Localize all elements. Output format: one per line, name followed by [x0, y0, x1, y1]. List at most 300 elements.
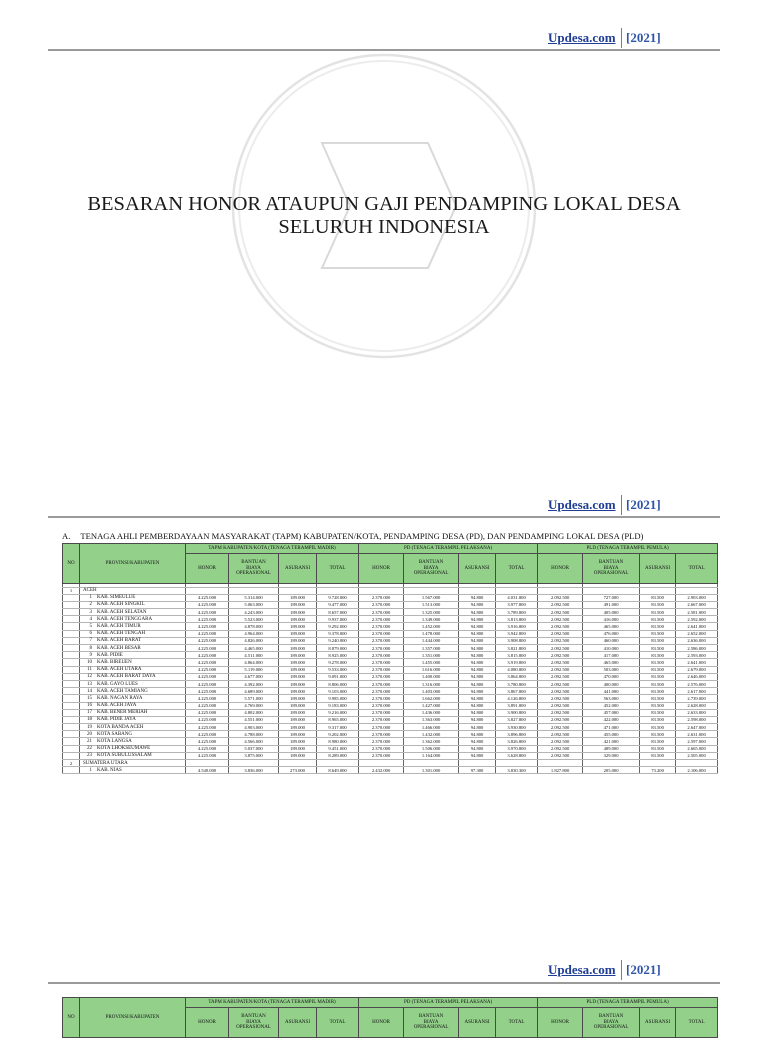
table-row — [63, 731, 718, 738]
site-header — [548, 960, 661, 980]
tapm-total-cell: 9.317.000 — [317, 724, 359, 731]
tapm-asuransi-cell: 189.000 — [279, 702, 317, 709]
pd-asuransi-cell: 94.800 — [459, 745, 496, 752]
region-name: KAB. SIMEULUE — [97, 595, 136, 601]
header-rule — [48, 982, 720, 984]
row-number: 22 — [87, 746, 92, 752]
pd-bantuan-cell: 1.513.000 — [404, 601, 459, 608]
row-number: 1 — [89, 767, 92, 773]
row-number: 14 — [87, 688, 92, 694]
pld-bantuan-cell: 455.000 — [583, 731, 640, 738]
region-cell — [80, 645, 186, 652]
tapm-total-cell: 9.103.000 — [317, 688, 359, 695]
empty-cell — [63, 752, 80, 759]
pld-honor-cell: 2.092.500 — [538, 745, 583, 752]
empty-cell — [676, 587, 718, 594]
pld-total-cell: 2.628.000 — [676, 702, 718, 709]
table-row — [63, 652, 718, 659]
pd-bantuan-cell: 1.325.000 — [404, 609, 459, 616]
pld-honor-cell: 2.092.500 — [538, 652, 583, 659]
section-marker: A. — [62, 531, 71, 541]
tapm-honor-cell: 4.225.000 — [186, 645, 229, 652]
pld-honor-cell: 2.092.500 — [538, 724, 583, 731]
tapm-bantuan-cell: 3.875.000 — [229, 752, 279, 759]
bantuan-label: BANTUAN BIAYA OPERASIONAL — [593, 560, 629, 577]
col-no-header: NO — [63, 998, 80, 1038]
region-name: KAB. ACEH SELATAN — [97, 609, 147, 615]
tapm-honor-cell: 4.225.000 — [186, 673, 229, 680]
pld-total-cell: 2.641.000 — [676, 659, 718, 666]
pld-asuransi-cell: 83.500 — [640, 680, 676, 687]
group-tapm-header: TAPM KABUPATEN/KOTA (TENAGA TERAMPIL MADIR) — [186, 544, 359, 554]
region-name: KAB. NAGAN RAYA — [97, 695, 143, 701]
region-name: KAB. ACEH JAYA — [97, 703, 137, 709]
site-year: [2021] — [626, 30, 661, 45]
pld-total-cell: 2.597.000 — [676, 738, 718, 745]
tapm-bantuan-cell: 3.836.000 — [229, 767, 279, 774]
pld-total-cell: 2.593.000 — [676, 652, 718, 659]
region-cell — [80, 738, 186, 745]
empty-cell — [63, 616, 80, 623]
region-name: KAB. ACEH TIMUR — [97, 624, 141, 630]
tapm-asuransi-cell: 189.000 — [279, 724, 317, 731]
region-cell — [80, 752, 186, 759]
tapm-bantuan-cell: 4.551.000 — [229, 716, 279, 723]
tapm-bantuan-cell: 5.571.000 — [229, 695, 279, 702]
pd-total-cell: 3.977.800 — [496, 601, 538, 608]
pd-honor-cell: 2.370.000 — [359, 709, 404, 716]
region-name: KAB. NIAS — [97, 767, 122, 773]
region-cell — [80, 724, 186, 731]
col-no-header: NO — [63, 544, 80, 584]
pld-honor-cell: 2.092.500 — [538, 702, 583, 709]
region-name: KAB. ACEH TENGGARA — [97, 616, 153, 622]
pld-asuransi-cell: 83.500 — [640, 702, 676, 709]
col-region-header: PROVINSI/KABUPATEN — [80, 544, 186, 584]
pd-total-cell: 3.830.300 — [496, 767, 538, 774]
pd-bantuan-cell: 1.362.000 — [404, 738, 459, 745]
pd-total-cell: 3.827.800 — [496, 716, 538, 723]
pld-total-cell: 2.903.000 — [676, 594, 718, 601]
tapm-total-cell: 9.216.000 — [317, 709, 359, 716]
pld-asuransi-header: ASURANSI — [640, 1008, 676, 1038]
site-link[interactable]: Updesa.com — [548, 962, 616, 977]
region-name: KAB. BENER MERIAH — [97, 710, 148, 716]
pld-bantuan-header — [583, 1008, 640, 1038]
pld-bantuan-cell: 205.000 — [583, 767, 640, 774]
pd-total-cell: 3.821.800 — [496, 645, 538, 652]
empty-cell — [63, 630, 80, 637]
col-region-header: PROVINSI/KABUPATEN — [80, 998, 186, 1038]
tapm-total-cell: 9.533.000 — [317, 666, 359, 673]
tapm-honor-cell: 4.225.000 — [186, 652, 229, 659]
pd-bantuan-cell: 1.455.000 — [404, 659, 459, 666]
pd-total-cell: 3.628.800 — [496, 752, 538, 759]
pd-asuransi-cell: 94.800 — [459, 673, 496, 680]
pld-asuransi-cell: 83.500 — [640, 673, 676, 680]
pd-asuransi-cell: 94.800 — [459, 716, 496, 723]
tapm-asuransi-cell: 189.000 — [279, 637, 317, 644]
pld-bantuan-cell: 405.000 — [583, 609, 640, 616]
pld-asuransi-cell: 83.500 — [640, 616, 676, 623]
tapm-asuransi-header: ASURANSI — [279, 1008, 317, 1038]
pld-total-cell: 2.576.000 — [676, 680, 718, 687]
tapm-asuransi-cell: 189.000 — [279, 630, 317, 637]
pd-asuransi-cell: 94.800 — [459, 659, 496, 666]
pld-total-cell: 2.617.000 — [676, 688, 718, 695]
tapm-honor-cell: 4.225.000 — [186, 601, 229, 608]
region-name: KAB. PIDIE — [97, 652, 123, 658]
region-name: KAB. ACEH BESAR — [97, 645, 141, 651]
row-number: 17 — [87, 710, 92, 716]
empty-cell — [63, 659, 80, 666]
pld-total-cell: 2.631.000 — [676, 731, 718, 738]
table-row — [63, 745, 718, 752]
row-number: 7 — [89, 638, 92, 644]
table-row — [63, 609, 718, 616]
row-number: 9 — [89, 652, 92, 658]
tapm-bantuan-cell: 5.523.000 — [229, 616, 279, 623]
pd-total-cell: 4.031.800 — [496, 594, 538, 601]
pd-bantuan-cell: 1.567.000 — [404, 594, 459, 601]
pld-total-cell: 2.581.000 — [676, 609, 718, 616]
region-cell — [80, 623, 186, 630]
pld-bantuan-cell: 489.000 — [583, 745, 640, 752]
region-cell — [80, 616, 186, 623]
pld-honor-cell: 2.092.500 — [538, 659, 583, 666]
pd-asuransi-cell: 94.800 — [459, 752, 496, 759]
province-row — [63, 760, 718, 767]
row-number: 21 — [87, 739, 92, 745]
empty-cell — [583, 587, 640, 594]
pd-total-cell: 3.867.800 — [496, 688, 538, 695]
pd-honor-cell: 2.370.000 — [359, 745, 404, 752]
empty-cell — [63, 637, 80, 644]
region-cell — [80, 652, 186, 659]
tapm-asuransi-cell: 273.000 — [279, 767, 317, 774]
pd-bantuan-cell: 1.444.000 — [404, 637, 459, 644]
tapm-honor-cell: 4.225.000 — [186, 752, 229, 759]
pd-bantuan-cell: 1.403.000 — [404, 688, 459, 695]
pld-honor-cell: 2.092.500 — [538, 609, 583, 616]
tapm-total-cell: 8.649.000 — [317, 767, 359, 774]
table-row — [63, 680, 718, 687]
pld-honor-cell: 2.092.500 — [538, 731, 583, 738]
empty-cell — [63, 731, 80, 738]
pld-honor-cell: 2.092.500 — [538, 738, 583, 745]
empty-cell — [496, 760, 538, 767]
pd-asuransi-cell: 94.800 — [459, 616, 496, 623]
pld-bantuan-cell: 491.000 — [583, 601, 640, 608]
table-row — [63, 623, 718, 630]
pld-bantuan-cell: 452.000 — [583, 702, 640, 709]
tapm-bantuan-cell: 4.864.000 — [229, 659, 279, 666]
pd-bantuan-cell: 1.506.000 — [404, 745, 459, 752]
pd-honor-cell: 2.370.000 — [359, 601, 404, 608]
tapm-asuransi-cell: 189.000 — [279, 659, 317, 666]
pld-bantuan-header — [583, 554, 640, 584]
tapm-honor-cell: 4.225.000 — [186, 594, 229, 601]
pd-honor-header: HONOR — [359, 554, 404, 584]
empty-cell — [538, 760, 583, 767]
tapm-asuransi-cell: 189.000 — [279, 752, 317, 759]
region-cell — [80, 601, 186, 608]
empty-cell — [63, 702, 80, 709]
tapm-honor-header: HONOR — [186, 1008, 229, 1038]
row-number: 19 — [87, 724, 92, 730]
tapm-asuransi-cell: 189.000 — [279, 666, 317, 673]
pld-asuransi-cell: 83.500 — [640, 609, 676, 616]
pld-asuransi-header: ASURANSI — [640, 554, 676, 584]
tapm-honor-cell: 4.225.000 — [186, 688, 229, 695]
pld-asuransi-cell: 83.500 — [640, 659, 676, 666]
region-name: KOTA LANGSA — [97, 739, 132, 745]
empty-cell — [459, 760, 496, 767]
site-header — [548, 495, 661, 515]
pd-total-cell: 3.864.800 — [496, 673, 538, 680]
pld-asuransi-cell: 83.500 — [640, 594, 676, 601]
row-number: 12 — [87, 674, 92, 680]
region-name: KAB. ACEH BARAT DAYA — [97, 674, 156, 680]
empty-cell — [317, 587, 359, 594]
pd-asuransi-cell: 94.800 — [459, 652, 496, 659]
pd-honor-header: HONOR — [359, 1008, 404, 1038]
table-row — [63, 630, 718, 637]
group-pld-header: PLD (TENAGA TERAMPIL PEMULA) — [538, 998, 718, 1008]
pld-bantuan-cell: 400.000 — [583, 680, 640, 687]
pd-honor-cell: 2.370.000 — [359, 716, 404, 723]
pd-asuransi-header: ASURANSI — [459, 1008, 496, 1038]
tapm-honor-header: HONOR — [186, 554, 229, 584]
pd-bantuan-cell: 1.351.000 — [404, 652, 459, 659]
tapm-asuransi-cell: 189.000 — [279, 601, 317, 608]
pld-honor-cell: 2.092.500 — [538, 752, 583, 759]
pd-bantuan-header — [404, 1008, 459, 1038]
empty-cell — [640, 760, 676, 767]
pd-honor-cell: 2.370.000 — [359, 616, 404, 623]
pd-asuransi-cell: 94.800 — [459, 601, 496, 608]
row-number: 6 — [89, 631, 92, 637]
region-name: KAB. ACEH BARAT — [97, 638, 142, 644]
region-name: KOTA SABANG — [97, 731, 133, 737]
pld-bantuan-cell: 457.000 — [583, 709, 640, 716]
tapm-honor-cell: 4.225.000 — [186, 695, 229, 702]
pld-total-cell: 2.633.000 — [676, 709, 718, 716]
pld-total-cell: 2.739.000 — [676, 695, 718, 702]
pd-honor-cell: 2.370.000 — [359, 695, 404, 702]
pld-asuransi-cell: 83.500 — [640, 630, 676, 637]
pd-asuransi-cell: 94.800 — [459, 688, 496, 695]
pld-honor-cell: 1.827.800 — [538, 767, 583, 774]
pd-honor-cell: 2.370.000 — [359, 680, 404, 687]
pd-bantuan-cell: 1.400.000 — [404, 673, 459, 680]
pld-honor-cell: 2.092.500 — [538, 688, 583, 695]
tapm-bantuan-cell: 4.878.000 — [229, 623, 279, 630]
tapm-asuransi-cell: 189.000 — [279, 652, 317, 659]
tapm-bantuan-cell: 5.119.000 — [229, 666, 279, 673]
empty-cell — [63, 652, 80, 659]
pld-total-cell: 2.636.000 — [676, 637, 718, 644]
tapm-bantuan-header — [229, 1008, 279, 1038]
honor-table-container — [62, 543, 717, 774]
pd-total-cell: 3.919.800 — [496, 659, 538, 666]
region-cell — [80, 680, 186, 687]
tapm-asuransi-cell: 189.000 — [279, 645, 317, 652]
empty-cell — [63, 688, 80, 695]
pd-honor-cell: 2.370.000 — [359, 659, 404, 666]
empty-cell — [279, 760, 317, 767]
site-link[interactable]: Updesa.com — [548, 30, 616, 45]
pd-honor-cell: 2.370.000 — [359, 594, 404, 601]
pd-asuransi-cell: 94.800 — [459, 702, 496, 709]
table-row — [63, 688, 718, 695]
empty-cell — [63, 738, 80, 745]
pd-bantuan-cell: 1.662.000 — [404, 695, 459, 702]
tapm-total-cell: 9.937.000 — [317, 616, 359, 623]
pld-honor-cell: 2.092.500 — [538, 630, 583, 637]
empty-cell — [229, 587, 279, 594]
tapm-bantuan-cell: 4.964.000 — [229, 630, 279, 637]
table-row — [63, 695, 718, 702]
pd-asuransi-cell: 94.800 — [459, 623, 496, 630]
pd-bantuan-header — [404, 554, 459, 584]
empty-cell — [229, 760, 279, 767]
pld-bantuan-cell: 563.000 — [583, 695, 640, 702]
province-name-cell: SUMATERA UTARA — [80, 760, 186, 767]
tapm-total-cell: 9.378.000 — [317, 630, 359, 637]
empty-cell — [404, 587, 459, 594]
empty-cell — [63, 709, 80, 716]
pld-total-cell: 2.106.000 — [676, 767, 718, 774]
tapm-total-cell: 8.965.000 — [317, 716, 359, 723]
tapm-asuransi-header: ASURANSI — [279, 554, 317, 584]
province-row — [63, 587, 718, 594]
pd-honor-cell: 2.370.000 — [359, 666, 404, 673]
pld-honor-cell: 2.092.500 — [538, 594, 583, 601]
region-cell — [80, 630, 186, 637]
tapm-honor-cell: 4.225.000 — [186, 680, 229, 687]
tapm-total-cell: 9.183.000 — [317, 702, 359, 709]
pd-bantuan-cell: 1.616.000 — [404, 666, 459, 673]
site-link[interactable]: Updesa.com — [548, 497, 616, 512]
tapm-asuransi-cell: 189.000 — [279, 616, 317, 623]
pld-honor-cell: 2.092.500 — [538, 709, 583, 716]
pld-bantuan-cell: 471.000 — [583, 724, 640, 731]
region-name: KAB. ACEH SINGKIL — [97, 602, 145, 608]
region-cell — [80, 594, 186, 601]
bantuan-label: BANTUAN BIAYA OPERASIONAL — [236, 560, 271, 577]
region-name: KAB. PIDIE JAYA — [97, 717, 136, 723]
pd-asuransi-cell: 94.800 — [459, 680, 496, 687]
pld-total-cell: 2.647.000 — [676, 724, 718, 731]
pld-honor-header: HONOR — [538, 1008, 583, 1038]
pld-bantuan-cell: 727.000 — [583, 594, 640, 601]
pd-asuransi-cell: 94.800 — [459, 609, 496, 616]
table-row — [63, 666, 718, 673]
tapm-honor-cell: 4.225.000 — [186, 623, 229, 630]
tapm-total-cell: 9.292.000 — [317, 623, 359, 630]
empty-cell — [404, 760, 459, 767]
pd-honor-cell: 2.370.000 — [359, 688, 404, 695]
pld-asuransi-cell: 83.500 — [640, 745, 676, 752]
province-number-cell: 1 — [63, 587, 80, 594]
empty-cell — [538, 587, 583, 594]
pld-asuransi-cell: 73.200 — [640, 767, 676, 774]
pd-honor-cell: 2.370.000 — [359, 724, 404, 731]
pld-honor-cell: 2.092.500 — [538, 673, 583, 680]
tapm-total-header: TOTAL — [317, 554, 359, 584]
table-row — [63, 702, 718, 709]
pd-total-cell: 4.080.800 — [496, 666, 538, 673]
pd-total-cell: 3.930.800 — [496, 724, 538, 731]
pld-bantuan-cell: 417.000 — [583, 652, 640, 659]
tapm-total-cell: 9.091.000 — [317, 673, 359, 680]
pld-asuransi-cell: 83.500 — [640, 645, 676, 652]
row-number: 8 — [89, 645, 92, 651]
pd-honor-cell: 2.370.000 — [359, 630, 404, 637]
tapm-honor-cell: 4.225.000 — [186, 709, 229, 716]
row-number: 18 — [87, 717, 92, 723]
pld-bantuan-cell: 410.000 — [583, 645, 640, 652]
bantuan-label: BANTUAN BIAYA OPERASIONAL — [236, 1014, 271, 1031]
pd-honor-cell: 2.432.000 — [359, 767, 404, 774]
region-cell — [80, 709, 186, 716]
pd-asuransi-header: ASURANSI — [459, 554, 496, 584]
tapm-asuransi-cell: 189.000 — [279, 695, 317, 702]
empty-cell — [63, 623, 80, 630]
row-number: 20 — [87, 731, 92, 737]
empty-cell — [317, 760, 359, 767]
empty-cell — [63, 724, 80, 731]
pd-bantuan-cell: 1.432.000 — [404, 731, 459, 738]
row-number: 13 — [87, 681, 92, 687]
pld-asuransi-cell: 83.500 — [640, 688, 676, 695]
tapm-honor-cell: 4.225.000 — [186, 702, 229, 709]
table-row — [63, 594, 718, 601]
tapm-bantuan-cell: 4.566.000 — [229, 738, 279, 745]
honor-table-continued — [62, 997, 718, 1038]
pd-bantuan-cell: 1.452.000 — [404, 623, 459, 630]
tapm-honor-cell: 4.225.000 — [186, 738, 229, 745]
pd-total-cell: 3.826.800 — [496, 738, 538, 745]
pld-honor-cell: 2.092.500 — [538, 637, 583, 644]
region-name: KOTA LHOKSEUMAWE — [97, 746, 151, 752]
tapm-honor-cell: 4.540.000 — [186, 767, 229, 774]
row-number: 11 — [87, 667, 92, 673]
pld-total-header: TOTAL — [676, 554, 718, 584]
tapm-total-cell: 9.985.000 — [317, 695, 359, 702]
pd-bantuan-cell: 1.349.000 — [404, 616, 459, 623]
pld-total-cell: 2.505.000 — [676, 752, 718, 759]
table-row — [63, 709, 718, 716]
table-body — [63, 584, 718, 774]
pd-honor-cell: 2.370.000 — [359, 623, 404, 630]
pd-bantuan-cell: 1.316.000 — [404, 680, 459, 687]
pd-asuransi-cell: 94.800 — [459, 738, 496, 745]
pld-bantuan-cell: 421.000 — [583, 738, 640, 745]
region-name: KAB. GAYO LUES — [97, 681, 138, 687]
empty-cell — [63, 601, 80, 608]
pld-bantuan-cell: 422.000 — [583, 716, 640, 723]
region-name: KOTA BANDA ACEH — [97, 724, 144, 730]
tapm-total-cell: 8.657.000 — [317, 609, 359, 616]
empty-cell — [583, 760, 640, 767]
site-year: [2021] — [626, 962, 661, 977]
pld-asuransi-cell: 83.500 — [640, 731, 676, 738]
pd-total-cell: 3.900.800 — [496, 709, 538, 716]
tapm-bantuan-cell: 4.903.000 — [229, 724, 279, 731]
table-header — [63, 998, 718, 1038]
